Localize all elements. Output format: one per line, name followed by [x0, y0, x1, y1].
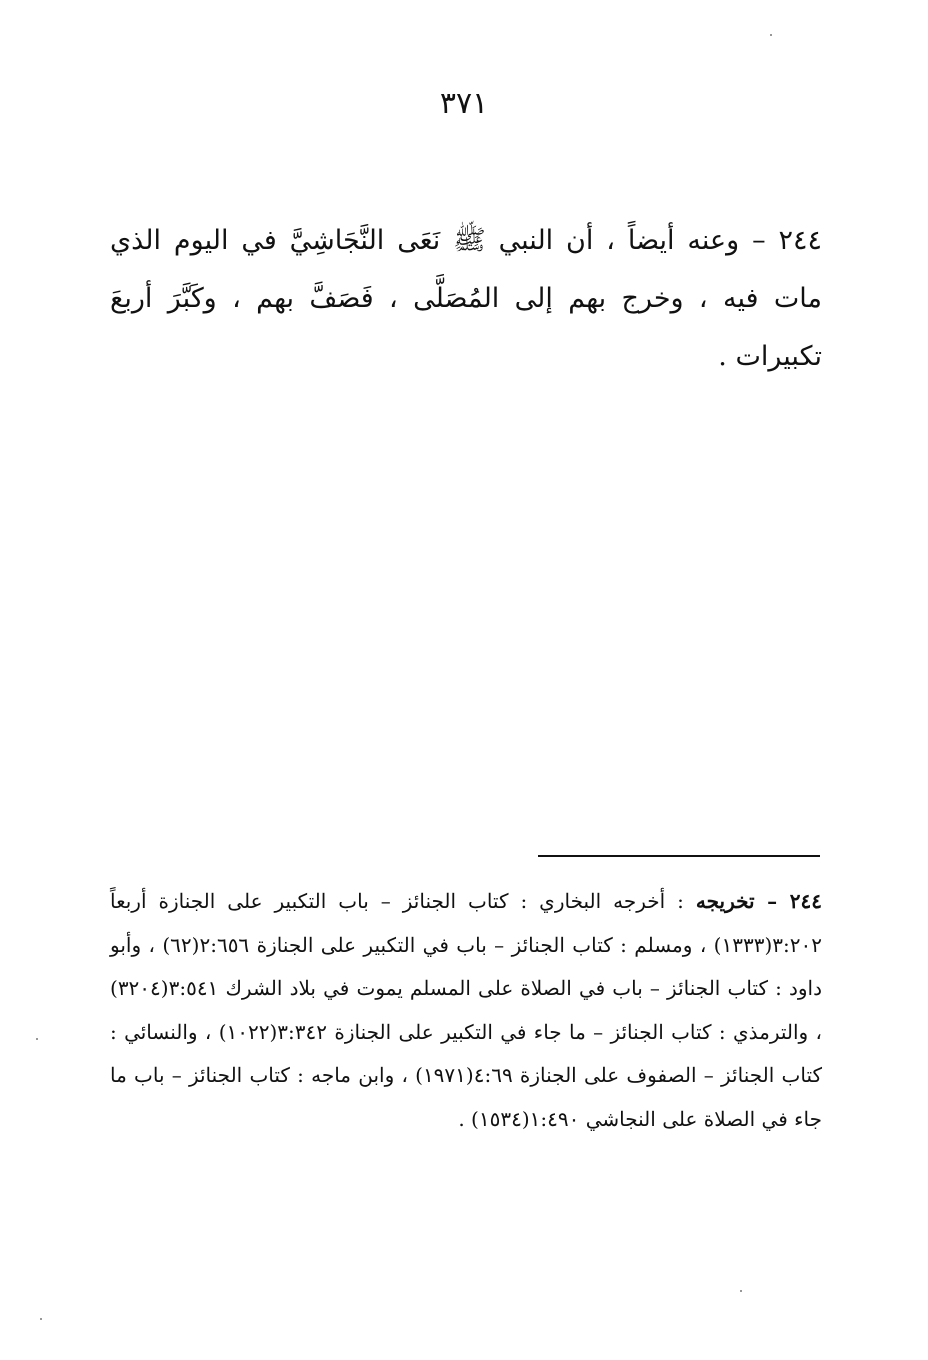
scan-speck	[36, 1038, 38, 1040]
footnote	[110, 880, 822, 1141]
hadith-text: ٢٤٤ – وعنه أيضاً ، أن النبي ﷺ نَعَى النَّجَاشِيَّ في اليوم الذي مات فيه ، وخرج بهم إلى المُصَلَّى ، فَصَفَّ بهم ، وكَبَّرَ أربعَ تكبيرات .	[110, 225, 822, 372]
footnote-body: : أخرجه البخاري : كتاب الجنائز – باب التكبير على الجنازة أربعاً ٣:٢٠٢(١٣٣٣) ، ومسلم : كتاب الجنائز – باب في التكبير على الجنازة ٢:٦٥٦(٦٢) ، وأبو داود : كتاب الجنائز – باب في الصلاة على المسلم يموت في بلاد الشرك ٣:٥٤١(٣٢٠٤) ، والترمذي : كتاب الجنائز – ما جاء في التكبير على الجنازة ٣:٣٤٢(١٠٢٢) ، والنسائي : كتاب الجنائز – الصفوف على الجنازة ٤:٦٩(١٩٧١) ، وابن ماجه : كتاب الجنائز – باب ما جاء في الصلاة على النجاشي ١:٤٩٠(١٥٣٤) .	[110, 889, 822, 1131]
footnote-lead: ٢٤٤ – تخريجه	[695, 889, 822, 913]
page-number: ٣٧١	[439, 86, 489, 121]
footnote-divider	[538, 855, 820, 857]
scan-speck	[770, 34, 772, 36]
scan-speck	[40, 1318, 42, 1320]
scan-speck	[740, 1290, 742, 1292]
